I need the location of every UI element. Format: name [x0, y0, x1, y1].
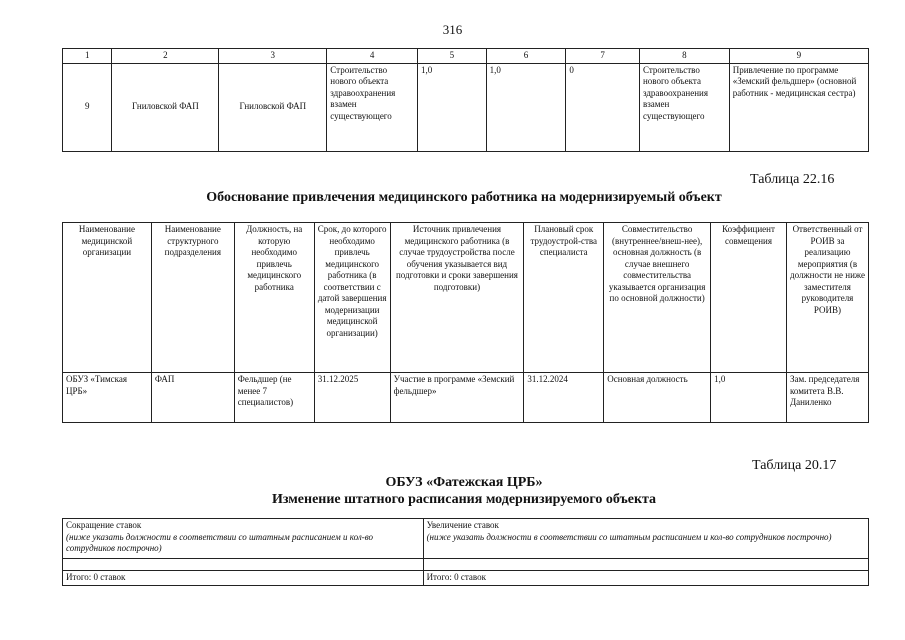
value-cell: 0: [566, 63, 640, 151]
col-number: 2: [112, 49, 219, 64]
organization-title: ОБУЗ «Фатежская ЦРБ»: [385, 475, 543, 490]
table-label: Таблица 22.16: [750, 172, 835, 187]
increase-header: Увеличение ставок: [426, 520, 499, 530]
table-cell: 31.12.2025: [314, 373, 390, 423]
header-row: [63, 519, 869, 559]
total-cell: Итого: 0 ставок: [63, 571, 424, 586]
column-header: Наименование структурного подразделения: [151, 223, 234, 373]
table-cell: [423, 559, 868, 571]
column-numbers-row: [63, 49, 869, 64]
col-number: 9: [729, 49, 868, 64]
table-cell: ОБУЗ «Тимская ЦРБ»: [63, 373, 152, 423]
table-row: [63, 373, 869, 423]
total-row: [63, 571, 869, 586]
staff-attraction-table: [62, 222, 869, 423]
table-title: Обоснование привлечения медицинского работника на модернизируемый объект: [206, 190, 722, 205]
column-header: Должность, на которую необходимо привлечь медицинского работника: [234, 223, 314, 373]
header-row: [63, 223, 869, 373]
table-cell: Фельдшер (не менее 7 специалистов): [234, 373, 314, 423]
total-cell: Итого: 0 ставок: [423, 571, 868, 586]
table-row: [63, 63, 869, 151]
table-title: Изменение штатного расписания модернизируемого объекта: [271, 492, 657, 507]
note-cell: Привлечение по программе «Земский фельдшер» (основной работник - медицинская сестра): [729, 63, 868, 151]
table-cell: 1,0: [711, 373, 787, 423]
work-cell: Строительство нового объекта здравоохранения взамен существующего: [327, 63, 418, 151]
unit-cell: Гниловской ФАП: [219, 63, 327, 151]
column-header: Срок, до которого необходимо привлечь медицинского работника (в соответствии с датой завершения модернизации медицинской организации): [314, 223, 390, 373]
row-number: 9: [63, 63, 112, 151]
col-number: 3: [219, 49, 327, 64]
col-number: 5: [418, 49, 487, 64]
column-header: Наименование медицинской организации: [63, 223, 152, 373]
reduction-header-cell: [63, 519, 424, 559]
col-number: 7: [566, 49, 640, 64]
increase-note: (ниже указать должности в соответствии со штатным расписанием и кол-во сотрудников построчно): [426, 531, 832, 542]
table-cell: [63, 559, 424, 571]
reduction-note: (ниже указать должности в соответствии со штатным расписанием и кол-во сотрудников построчно): [66, 531, 374, 553]
table-cell: Участие в программе «Земский фельдшер»: [390, 373, 524, 423]
column-header: Ответственный от РОИВ за реализацию мероприятия (в должности не ниже заместителя руководителя РОИВ): [786, 223, 868, 373]
column-header: Плановый срок трудоустрой-ства специалиста: [524, 223, 604, 373]
reduction-header: Сокращение ставок: [66, 520, 142, 530]
col-number: 6: [486, 49, 566, 64]
page-number: 316: [442, 22, 463, 37]
staffing-change-table: [62, 518, 869, 586]
increase-header-cell: [423, 519, 868, 559]
col-number: 4: [327, 49, 418, 64]
table-cell: ФАП: [151, 373, 234, 423]
table-cell: Зам. председателя комитета В.В. Даниленко: [786, 373, 868, 423]
col-number: 8: [639, 49, 729, 64]
empty-row: [63, 559, 869, 571]
table-label: Таблица 20.17: [752, 458, 837, 473]
value-cell: 1,0: [486, 63, 566, 151]
table-cell: Основная должность: [604, 373, 711, 423]
table-cell: 31.12.2024: [524, 373, 604, 423]
value-cell: 1,0: [418, 63, 487, 151]
column-header: Совместительство (внутреннее/внеш-нее), основная должность (в случае внешнего совместительства указывается организация по основной должности): [604, 223, 711, 373]
column-header: Источник привлечения медицинского работника (в случае трудоустройства после обучения указывается вид подготовки и сроки завершения подготовки): [390, 223, 524, 373]
modernization-table-continued: [62, 48, 869, 152]
organization-cell: Гниловской ФАП: [112, 63, 219, 151]
column-header: Коэффициент совмещения: [711, 223, 787, 373]
description-cell: Строительство нового объекта здравоохранения взамен существующего: [639, 63, 729, 151]
col-number: 1: [63, 49, 112, 64]
